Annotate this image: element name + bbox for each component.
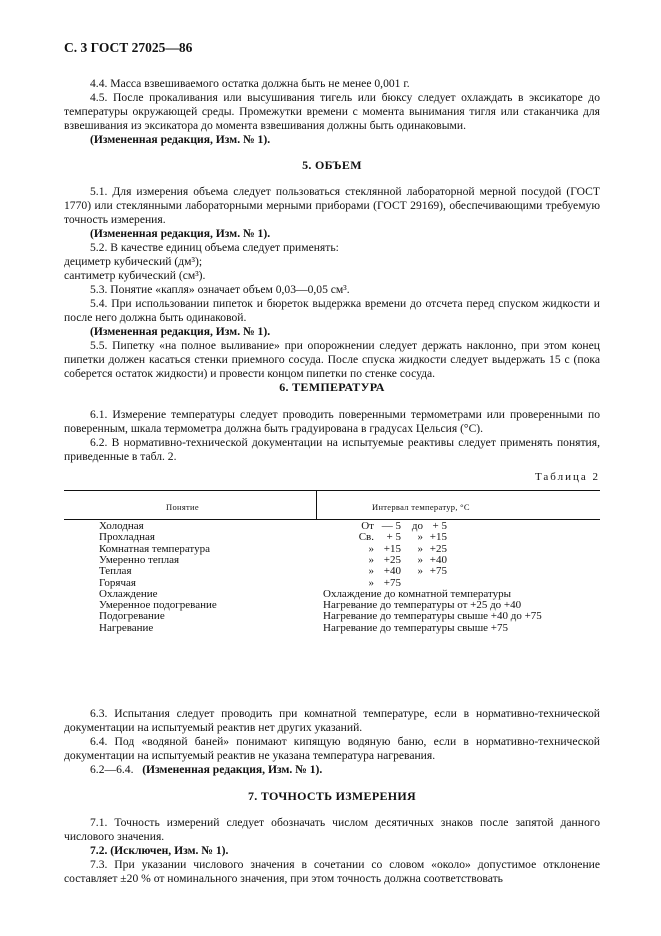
- table-header-term: Понятие: [166, 502, 199, 512]
- table-top-rule: [64, 490, 600, 491]
- interval-from: +40: [383, 565, 401, 578]
- table-cell-term: Прохладная: [99, 531, 155, 544]
- table-caption: Таблица 2: [534, 471, 600, 483]
- amendment-prefix: 6.2—6.4.: [90, 763, 134, 776]
- table-cell-term: Подогревание: [99, 610, 165, 623]
- table-cell-term: Комнатная температура: [99, 542, 210, 555]
- table-cell-interval: Охлаждение до комнатной температуры: [323, 587, 512, 600]
- interval-to: + 5: [432, 520, 447, 532]
- interval-from: +25: [383, 553, 401, 566]
- interval-to: +25: [429, 542, 447, 555]
- table-cell-interval: [356, 566, 447, 577]
- interval-prefix: От: [361, 520, 374, 532]
- table-cell-term: Умеренно теплая: [99, 553, 180, 566]
- table-cell-interval: Нагревание до температуры от +25 до +40: [323, 599, 522, 612]
- interval-from: +75: [383, 576, 401, 589]
- interval-prefix: Св.: [358, 531, 374, 544]
- paragraph-5-2: 5.2. В качестве единиц объема следует применять:: [90, 241, 339, 254]
- interval-from: — 5: [381, 520, 401, 532]
- table-header-rule: [64, 519, 600, 520]
- interval-to: +15: [429, 531, 447, 544]
- paragraph-5-3: 5.3. Понятие «капля» означает объем 0,03—0,05 см³.: [90, 283, 350, 296]
- table-cell-interval: [356, 532, 447, 543]
- table-cell-term: Охлаждение: [99, 587, 158, 600]
- table-cell-term: Теплая: [99, 565, 132, 578]
- paragraph-6-1: 6.1. Измерение температуры следует проводить поверенными термометрами или проверенными по поверенным, шкала термометра должна быть градуирована в градусах Цельсия (°С).: [64, 408, 600, 436]
- interval-connector: »: [417, 531, 423, 544]
- paragraph-5-5: 5.5. Пипетку «на полное выливание» при опорожнении следует держать наклонно, при этом конец пипетки должен касаться стенки приемного сосуда. После спуска жидкости следует выдержать 15 с (пока соберется остаток жидкости) и провести концом пипетки по стенке сосуда.: [64, 339, 600, 381]
- table-header-interval: Интервал температур, °С: [372, 502, 470, 512]
- interval-to: +75: [429, 565, 447, 578]
- paragraph-5-4: 5.4. При использовании пипеток и бюреток выдержка времени до отсчета перед спуском жидкости и после него должна быть одинаковой.: [64, 297, 600, 325]
- section-7-title: 7. ТОЧНОСТЬ ИЗМЕРЕНИЯ: [247, 789, 417, 803]
- paragraph-7-1: 7.1. Точность измерений следует обозначать числом десятичных знаков после запятой данного числового значения.: [64, 816, 600, 844]
- paragraph-7-2: 7.2. (Исключен, Изм. № 1).: [90, 844, 229, 857]
- table-cell-interval: Нагревание до температуры свыше +75: [323, 621, 508, 634]
- table-cell-interval: Нагревание до температуры свыше +40 до +75: [323, 610, 542, 623]
- amendment-note: (Измененная редакция, Изм. № 1).: [90, 133, 271, 146]
- interval-prefix: »: [368, 576, 374, 589]
- interval-prefix: »: [368, 553, 374, 566]
- interval-from: + 5: [386, 531, 401, 544]
- paragraph-4-5: 4.5. После прокаливания или высушивания тигель или бюксу следует охлаждать в эксикаторе до температуры окружающей среды. Промежутки времени с момента вынимания тигля или стаканчика для взвешивания из эксикатора до момента взвешивания должны быть одинаковыми.: [64, 91, 600, 133]
- amendment-note: (Измененная редакция, Изм. № 1).: [90, 227, 271, 240]
- table-cell-term: Горячая: [99, 576, 136, 589]
- paragraph-6-3: 6.3. Испытания следует проводить при комнатной температуре, если в нормативно-технической документации на испытуемый реактив нет других указаний.: [64, 707, 600, 735]
- interval-connector: »: [417, 542, 423, 555]
- interval-prefix: »: [368, 565, 374, 578]
- paragraph-5-2-item: дециметр кубический (дм³);: [64, 255, 203, 268]
- interval-from: +15: [383, 542, 401, 555]
- paragraph-4-4: 4.4. Масса взвешиваемого остатка должна быть не менее 0,001 г.: [90, 77, 410, 90]
- paragraph-5-1: 5.1. Для измерения объема следует пользоваться стеклянной лабораторной мерной посудой (ГОСТ 1770) или стеклянными лабораторными мерными приборами (ГОСТ 29169), обеспечивающими требуемую точность измерения.: [64, 185, 600, 227]
- amendment-note: (Измененная редакция, Изм. № 1).: [142, 763, 323, 776]
- interval-connector: »: [417, 565, 423, 578]
- paragraph-7-3: 7.3. При указании числового значения в сочетании со словом «около» допустимое отклонение составляет ±20 % от номинального значения, при этом точность должна соответствовать: [64, 858, 600, 886]
- paragraph-6-2: 6.2. В нормативно-технической документации на испытуемые реактивы следует применять понятия, приведенные в табл. 2.: [64, 436, 600, 464]
- interval-connector: »: [417, 553, 423, 566]
- table-cell-term: Холодная: [99, 520, 144, 532]
- interval-prefix: »: [368, 542, 374, 555]
- paragraph-5-2-item: сантиметр кубический (см³).: [64, 269, 206, 282]
- paragraph-6-4: 6.4. Под «водяной баней» понимают кипящую водяную баню, если в нормативно-технической документации на испытуемый реактив не указана температура нагревания.: [64, 735, 600, 763]
- section-5-title: 5. ОБЪЕМ: [302, 158, 362, 172]
- section-6-title: 6. ТЕМПЕРАТУРА: [279, 380, 385, 394]
- table-column-divider: [316, 490, 317, 519]
- table-cell-term: Умеренное подогревание: [99, 599, 217, 612]
- table-cell-term: Нагревание: [99, 621, 154, 634]
- paragraph-6-2-6-4-amendment: [64, 763, 600, 777]
- page-header: С. 3 ГОСТ 27025—86: [64, 40, 193, 55]
- amendment-note: (Измененная редакция, Изм. № 1).: [90, 325, 271, 338]
- interval-connector: до: [411, 520, 423, 532]
- interval-to: +40: [429, 553, 447, 566]
